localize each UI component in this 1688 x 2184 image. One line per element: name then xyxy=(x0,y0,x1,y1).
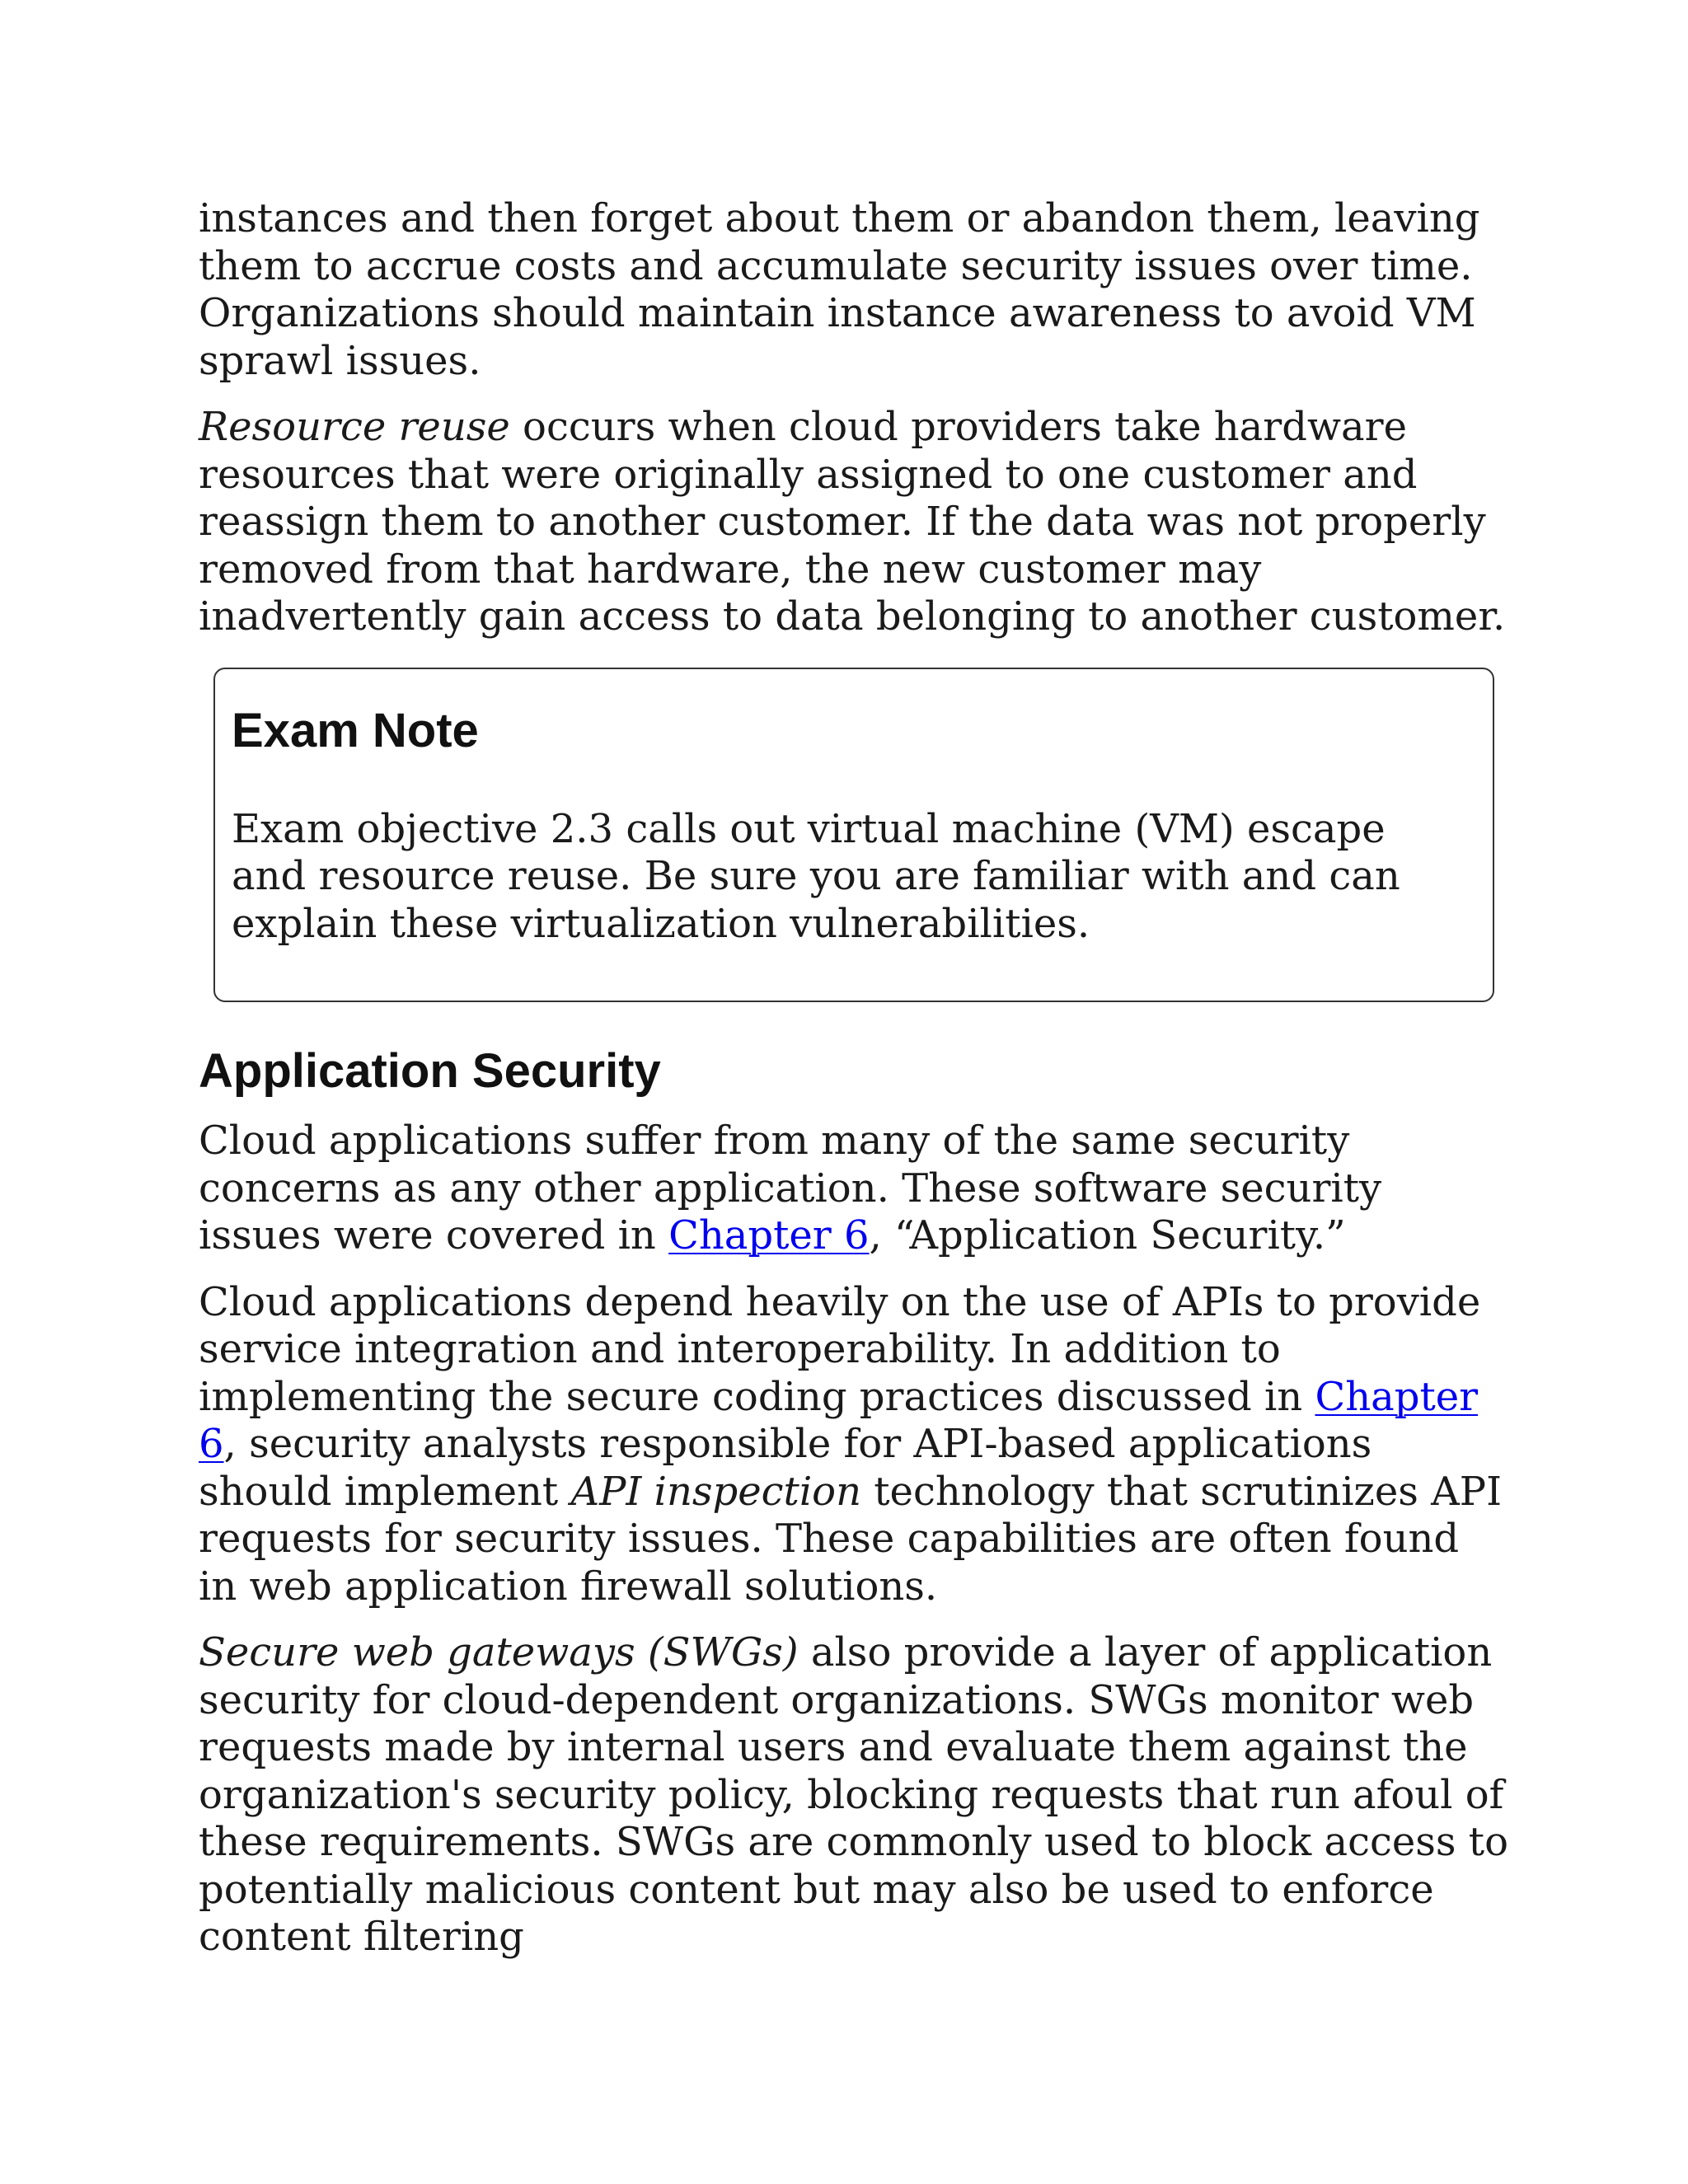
paragraph-cloud-app-concerns-text: Cloud applications suffer from many of the same security concerns as any other application. These software security issues were covered in xyxy=(199,1118,1382,1258)
paragraph-resource-reuse xyxy=(199,404,1509,641)
section-heading-application-security: Application Security xyxy=(199,1044,661,1098)
term-api-inspection: API inspection xyxy=(570,1468,861,1515)
exam-note-title: Exam Note xyxy=(232,703,479,757)
page-content xyxy=(199,195,1509,1980)
paragraph-api-inspection-tail: technology that scrutinizes API requests for security issues. These capabilities are often found in web application firewall solutions. xyxy=(199,1468,1503,1610)
exam-note-text: Exam objective 2.3 calls out virtual machine (VM) escape and resource reuse. Be sure you are familiar with and can explain these virtualization vulnerabilities. xyxy=(232,805,1400,947)
paragraph-vm-sprawl xyxy=(199,195,1509,385)
paragraph-cloud-app-concerns xyxy=(199,1118,1509,1260)
term-secure-web-gateways: Secure web gateways (SWGs) xyxy=(199,1629,799,1675)
paragraph-api-inspection-text: Cloud applications depend heavily on the use of APIs to provide service integration and interoperability. In addition to implementing the secure coding practices discussed in xyxy=(199,1278,1481,1420)
chapter-6-link[interactable]: Chapter 6 xyxy=(668,1212,870,1258)
paragraph-api-inspection xyxy=(199,1279,1509,1611)
paragraph-api-inspection-mid: , security analysts responsible for API-based applications should implement xyxy=(199,1421,1372,1515)
paragraph-vm-sprawl-text: instances and then forget about them or abandon them, leaving them to accrue costs and accumulate security issues over time. Organizations should maintain instance awareness to avoid VM sprawl issues. xyxy=(199,195,1480,384)
paragraph-cloud-app-concerns-tail: , “Application Security.” xyxy=(869,1212,1346,1258)
paragraph-resource-reuse-text: occurs when cloud providers take hardware resources that were originally assigned to one customer and reassign them to another customer. If the data was not properly removed from that hardware, the new customer may inadvertently gain access to data belonging to another customer. xyxy=(199,404,1506,640)
exam-note-box xyxy=(213,668,1494,1003)
term-resource-reuse: Resource reuse xyxy=(199,404,510,450)
chapter-6-link-2[interactable]: Chapter 6 xyxy=(199,1373,1479,1467)
paragraph-secure-web-gateways-text: also provide a layer of application security for cloud-dependent organizations. SWGs monitor web requests made by internal users and evaluate them against the organization's security policy, blocking requests that run afoul of these requirements. SWGs are commonly used to block access to potentially malicious content but may also be used to enforce content filtering xyxy=(199,1629,1508,1960)
paragraph-secure-web-gateways xyxy=(199,1629,1509,1961)
